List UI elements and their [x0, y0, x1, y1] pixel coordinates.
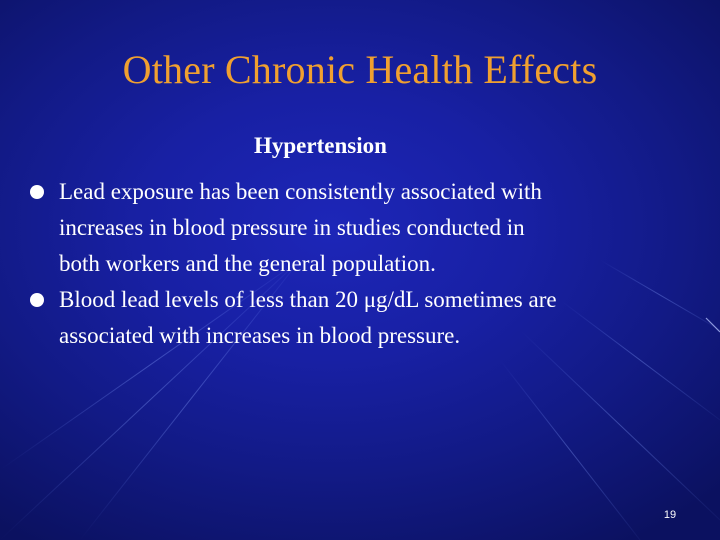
slide-title: Other Chronic Health Effects: [122, 47, 598, 92]
bullet-text: Lead exposure has been consistently associated with increases in blood pressure in studies conducted in both workers and the general population.: [59, 179, 542, 276]
bullet-icon: [30, 185, 44, 199]
slide-number: 19: [663, 509, 677, 521]
section-subheading: Hypertension: [254, 133, 387, 158]
bullet-icon: [30, 293, 44, 307]
bullet-text: Blood lead levels of less than 20 μg/dL sometimes are associated with increases in blood pressure.: [59, 287, 557, 348]
